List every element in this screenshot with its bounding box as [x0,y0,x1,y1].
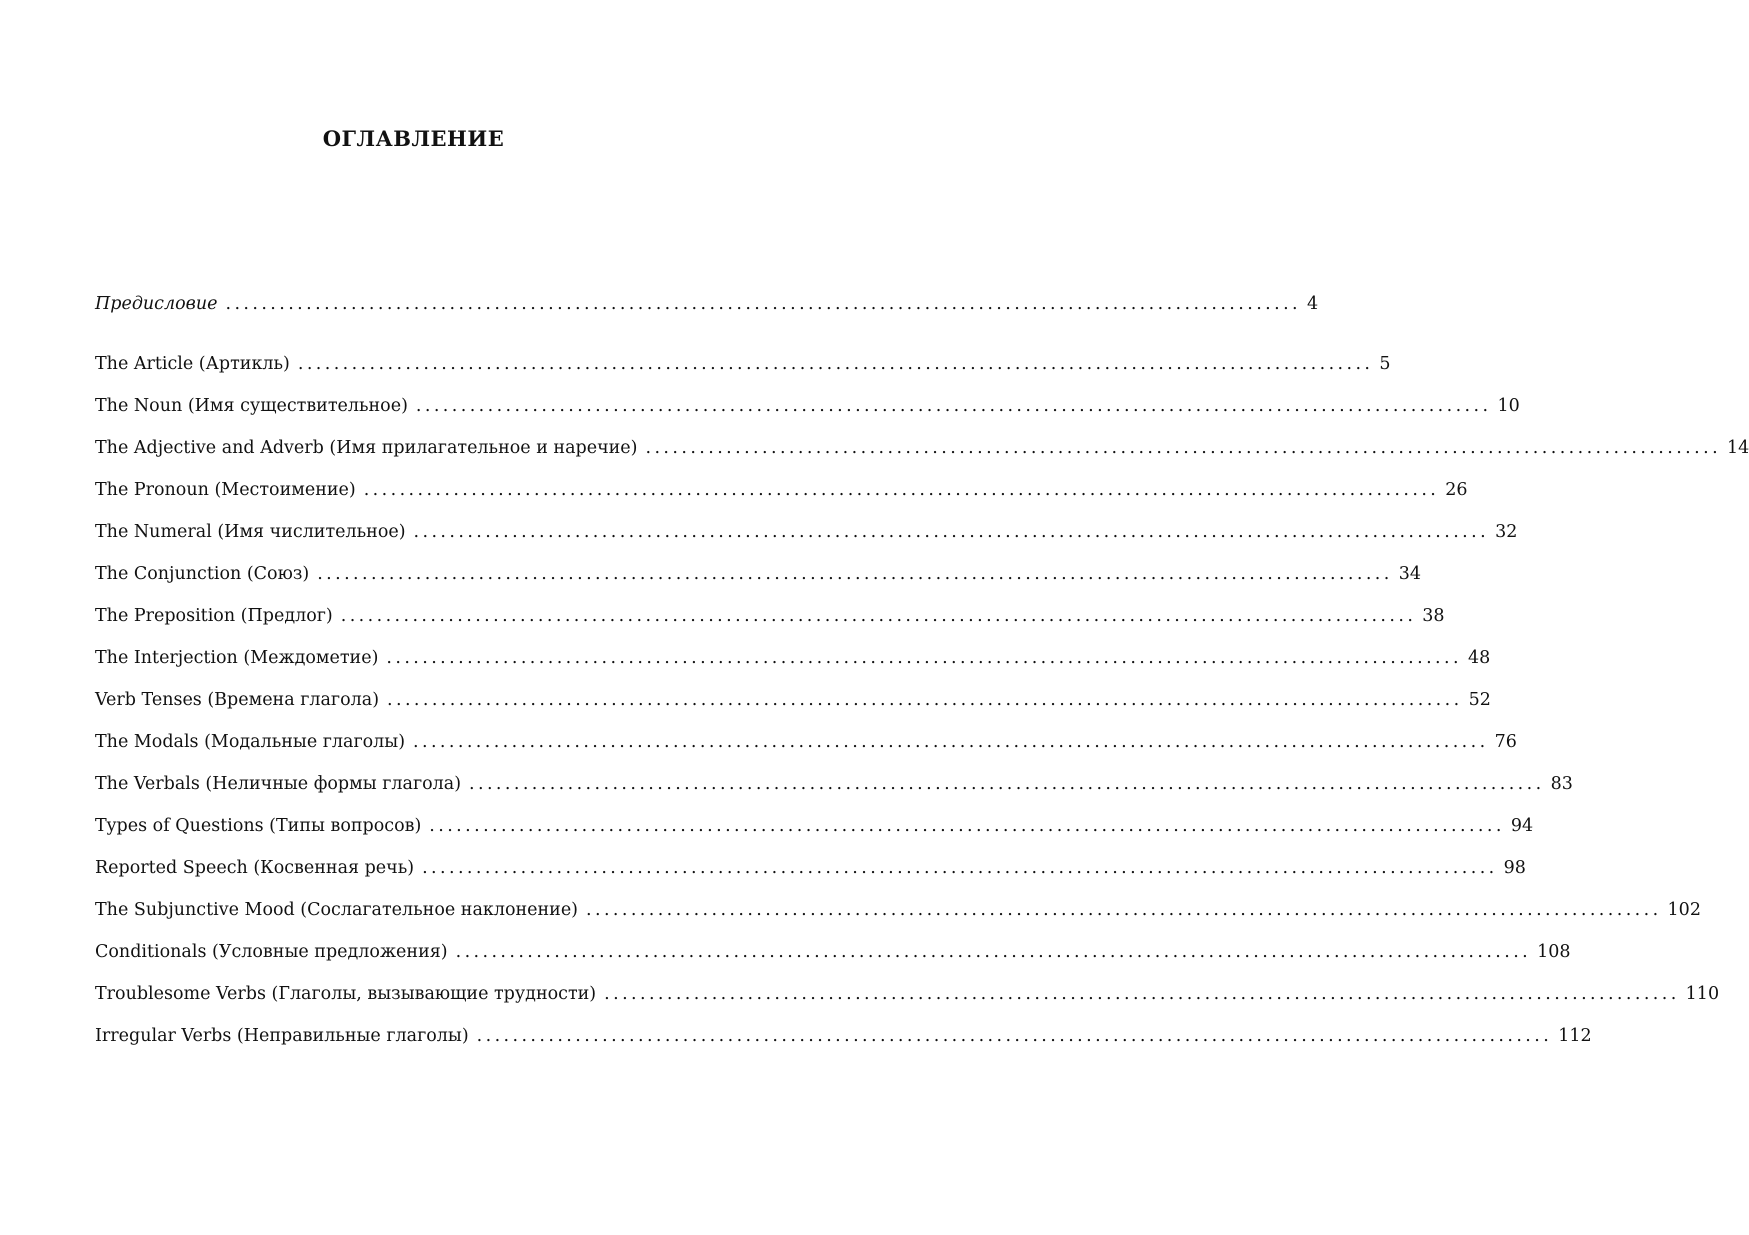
toc-entry-page: 32 [1495,522,1518,542]
toc-entry-label: Reported Speech (Косвенная речь) [95,858,415,878]
toc-entry[interactable] [95,469,1468,511]
dot-leader: ........................................................................................................................ [363,480,1440,500]
toc-entry-page: 108 [1537,942,1571,962]
toc-entry-label: The Conjunction (Союз) [95,564,310,584]
dot-leader: ........................................................................................................................ [413,522,1490,542]
toc-entry-label: The Article (Артикль) [95,354,290,374]
toc-entry[interactable] [95,595,1445,637]
toc-entry-label: The Subjunctive Mood (Сослагательное наклонение) [95,900,579,920]
dot-leader: ........................................................................................................................ [225,294,1302,314]
toc-entry-page: 83 [1550,774,1573,794]
dot-leader: ........................................................................................................................ [455,942,1532,962]
page-title: ОГЛАВЛЕНИЕ [322,126,505,152]
dot-leader: ........................................................................................................................ [297,354,1374,374]
toc-entry-page: 48 [1467,648,1491,668]
toc-entry-list [95,343,1749,1057]
toc-entry-page: 52 [1468,690,1491,710]
toc-entry-page: 98 [1503,858,1526,878]
toc-entry-page: 34 [1398,564,1421,584]
toc-entry[interactable] [95,1015,1592,1057]
dot-leader: ........................................................................................................................ [386,648,1462,668]
toc-entry[interactable] [95,427,1749,469]
toc-entry-page: 76 [1494,732,1517,752]
toc-entry-label: Conditionals (Условные предложения) [95,942,448,962]
dot-leader: ........................................................................................................................ [429,816,1505,836]
toc-entry-label: Verb Tenses (Времена глагола) [95,690,380,710]
toc-entry-page: 102 [1667,900,1701,920]
toc-entry-label: The Pronoun (Местоимение) [95,480,356,500]
toc-entry[interactable] [95,385,1520,427]
toc-entry-label: Предисловие [95,294,218,314]
dot-leader: ........................................................................................................................ [340,606,1417,626]
toc-entry-page: 110 [1685,984,1720,1004]
toc-entry-label: The Adjective and Adverb (Имя прилагательное и наречие) [95,438,638,458]
toc-entry-label: The Modals (Модальные глаголы) [95,732,406,752]
toc-entry-page: 26 [1445,480,1468,500]
toc-entry[interactable] [95,805,1534,847]
toc-entry-label: Types of Questions (Типы вопросов) [95,816,422,836]
toc-entry-label: The Preposition (Предлог) [95,606,333,626]
toc-entry[interactable] [95,511,1518,553]
toc-entry[interactable] [95,763,1573,805]
dot-leader: ........................................................................................................................ [413,732,1489,752]
toc-entry[interactable] [95,637,1491,679]
dot-leader: ........................................................................................................................ [586,900,1662,920]
dot-leader: ........................................................................................................................ [387,690,1463,710]
toc-entry-label: Troublesome Verbs (Глаголы, вызывающие трудности) [95,984,597,1004]
toc-entry-page: 112 [1558,1026,1592,1046]
table-of-contents [95,283,1749,1057]
dot-leader: ........................................................................................................................ [422,858,1498,878]
dot-leader: ........................................................................................................................ [317,564,1393,584]
toc-entry-label: The Interjection (Междометие) [95,648,379,668]
toc-entry-preface[interactable] [95,283,1319,325]
toc-entry[interactable] [95,973,1720,1015]
toc-entry-page: 4 [1307,294,1319,314]
toc-entry-page: 5 [1379,354,1391,374]
dot-leader: ........................................................................................................................ [476,1026,1553,1046]
toc-entry[interactable] [95,721,1517,763]
toc-entry-page: 14 [1727,438,1749,458]
toc-entry-label: The Numeral (Имя числительное) [95,522,406,542]
dot-leader: ........................................................................................................................ [415,396,1492,416]
toc-entry[interactable] [95,931,1571,973]
toc-entry-page: 10 [1497,396,1520,416]
toc-entry[interactable] [95,679,1491,721]
dot-leader: ........................................................................................................................ [604,984,1680,1004]
toc-entry-label: Irregular Verbs (Неправильные глаголы) [95,1026,469,1046]
toc-entry-label: The Noun (Имя существительное) [95,396,408,416]
toc-entry-label: The Verbals (Неличные формы глагола) [95,774,462,794]
dot-leader: ........................................................................................................................ [645,438,1722,458]
toc-entry[interactable] [95,343,1391,385]
toc-entry[interactable] [95,847,1526,889]
toc-entry[interactable] [95,889,1701,931]
toc-entry-page: 38 [1422,606,1445,626]
toc-entry[interactable] [95,553,1421,595]
dot-leader: ........................................................................................................................ [469,774,1545,794]
toc-entry-page: 94 [1510,816,1534,836]
